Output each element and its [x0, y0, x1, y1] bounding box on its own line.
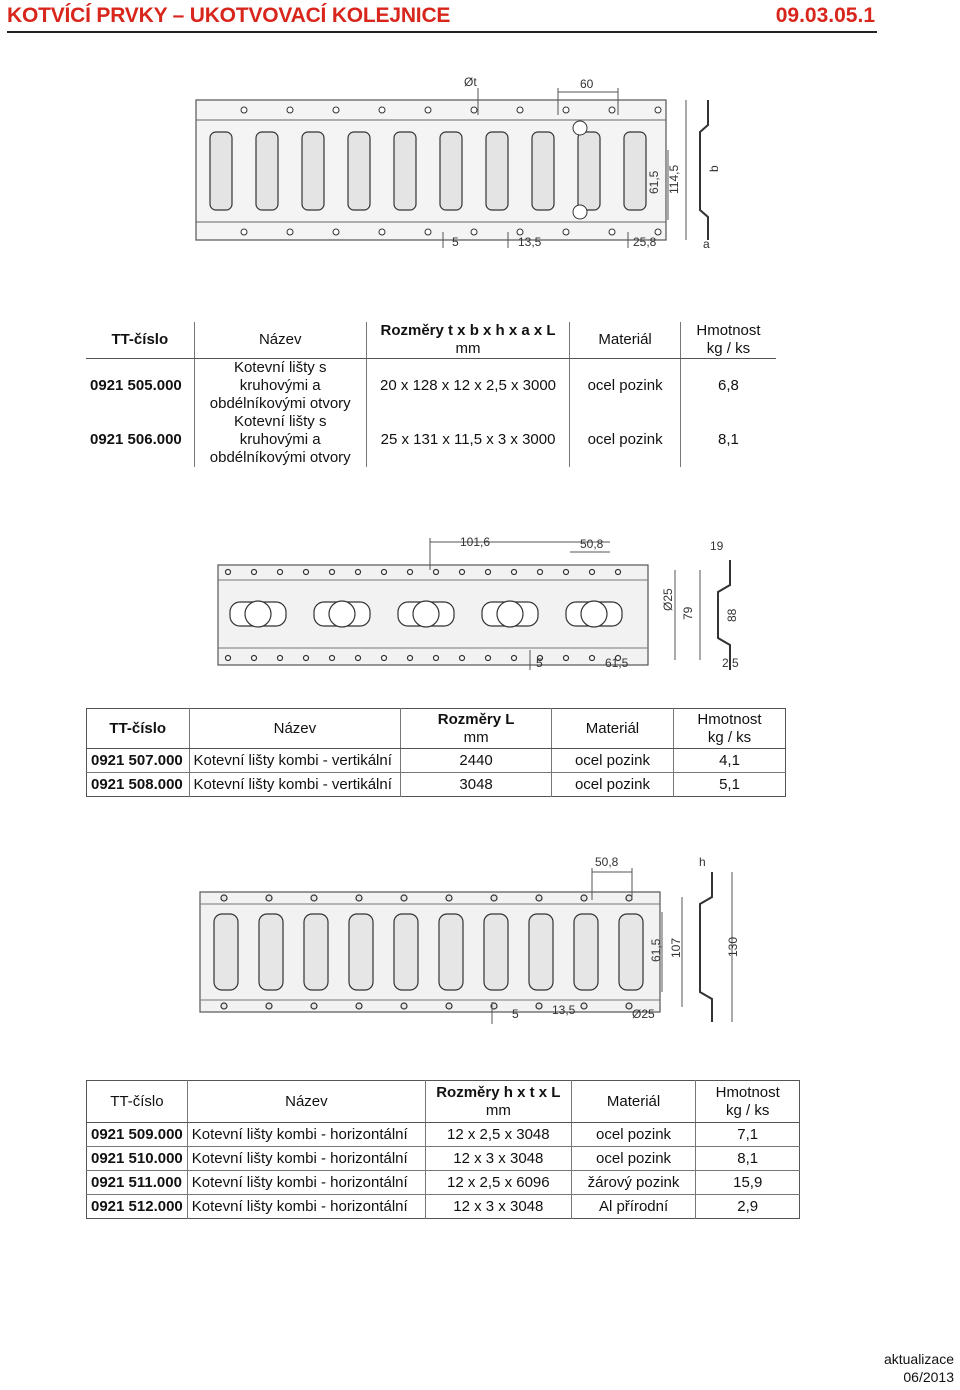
dim-d25: Ø25: [632, 1007, 655, 1021]
page-title: KOTVÍCÍ PRVKY – UKOTVOVACÍ KOLEJNICE: [7, 4, 451, 27]
col-header-dims: Rozměry t x b x h x a x L mm: [366, 322, 569, 359]
hole: [278, 656, 283, 661]
hole: [590, 570, 595, 575]
cell-weight: 5,1: [674, 773, 786, 797]
hole: [446, 1003, 452, 1009]
cell-name: Kotevní lišty kombi - vertikální: [189, 773, 401, 797]
slot-center-hole: [497, 601, 523, 627]
cell-weight: 7,1: [696, 1123, 800, 1147]
dim-107: 107: [669, 937, 683, 958]
cell-dims: 20 x 128 x 12 x 2,5 x 3000: [366, 359, 569, 414]
dim-130: 130: [726, 936, 740, 957]
cell-tt: 0921 507.000: [87, 749, 190, 773]
dim-19: 19: [710, 539, 724, 553]
hole: [460, 656, 465, 661]
hole: [226, 656, 231, 661]
hole: [221, 1003, 227, 1009]
round-hole: [573, 205, 587, 219]
cell-tt: 0921 511.000: [87, 1171, 188, 1195]
slot: [619, 914, 643, 990]
col-header-name: Název: [189, 709, 401, 749]
hole: [226, 570, 231, 575]
col-header-material: Materiál: [551, 709, 673, 749]
cell-weight: 4,1: [674, 749, 786, 773]
cell-name: Kotevní lišty kombi - horizontální: [187, 1147, 425, 1171]
dim-61-5: 61,5: [605, 656, 629, 670]
hole: [512, 656, 517, 661]
dim-13-5: 13,5: [518, 235, 542, 249]
hole: [581, 895, 587, 901]
slot: [348, 132, 370, 210]
slot: [302, 132, 324, 210]
hole: [287, 107, 293, 113]
dim-a: a: [703, 237, 710, 250]
slot: [439, 914, 463, 990]
hole: [471, 229, 477, 235]
hole: [471, 107, 477, 113]
cell-dims: 12 x 3 x 3048: [426, 1147, 572, 1171]
cell-tt: 0921 512.000: [87, 1195, 188, 1219]
cell-weight: 8,1: [680, 413, 776, 467]
dim-2-5: 2,5: [722, 656, 739, 670]
dim-101-6: 101,6: [460, 535, 491, 549]
slot: [214, 914, 238, 990]
cell-material: Al přírodní: [571, 1195, 696, 1219]
slot-center-hole: [329, 601, 355, 627]
cell-name: Kotevní lišty s kruhovými a obdélníkovými otvory: [194, 359, 366, 414]
slot: [529, 914, 553, 990]
hole: [434, 656, 439, 661]
col-header-name: Název: [187, 1081, 425, 1123]
hole: [609, 107, 615, 113]
table-row: [86, 359, 776, 414]
dim-5: 5: [536, 656, 543, 670]
dim-114-5: 114,5: [667, 164, 681, 194]
slot: [259, 914, 283, 990]
round-hole: [573, 121, 587, 135]
cell-material: ocel pozink: [570, 359, 681, 414]
dim-25-8: 25,8: [633, 235, 657, 249]
table-rails-round-rect: [86, 322, 776, 467]
dim-13-5: 13,5: [552, 1003, 576, 1017]
cell-tt: 0921 510.000: [87, 1147, 188, 1171]
hole: [616, 570, 621, 575]
dim-5: 5: [452, 235, 459, 249]
table-rails-combi-vertical: [86, 708, 786, 797]
cell-weight: 6,8: [680, 359, 776, 414]
hole: [563, 229, 569, 235]
hole: [333, 229, 339, 235]
hole: [311, 1003, 317, 1009]
table-rails-combi-horizontal: [86, 1080, 800, 1219]
cell-material: ocel pozink: [571, 1123, 696, 1147]
hole: [563, 107, 569, 113]
footer-update: [884, 1350, 954, 1386]
hole: [252, 656, 257, 661]
col-header-dims: Rozměry h x t x L mm: [426, 1081, 572, 1123]
hole: [287, 229, 293, 235]
col-header-tt: TT-číslo: [87, 709, 190, 749]
slot-center-hole: [245, 601, 271, 627]
hole: [356, 570, 361, 575]
table-row: [87, 1123, 800, 1147]
dim-5: 5: [512, 1007, 519, 1021]
hole: [252, 570, 257, 575]
hole: [408, 570, 413, 575]
hole: [425, 107, 431, 113]
table-row: [87, 749, 786, 773]
hole: [434, 570, 439, 575]
hole: [517, 107, 523, 113]
dim-50-8: 50,8: [595, 855, 619, 869]
cell-name: Kotevní lišty kombi - horizontální: [187, 1171, 425, 1195]
hole: [382, 656, 387, 661]
cell-name: Kotevní lišty kombi - horizontální: [187, 1195, 425, 1219]
dim-b: b: [707, 165, 721, 172]
col-header-name: Název: [194, 322, 366, 359]
hole: [356, 895, 362, 901]
dim-60: 60: [580, 77, 594, 91]
hole: [311, 895, 317, 901]
cell-material: ocel pozink: [551, 773, 673, 797]
col-header-dims: Rozměry L mm: [401, 709, 552, 749]
dim-61-5: 61,5: [647, 170, 661, 194]
slot: [256, 132, 278, 210]
slot: [394, 132, 416, 210]
footer-date: 06/2013: [903, 1369, 954, 1385]
dim-d25: Ø25: [661, 588, 675, 611]
hole: [382, 570, 387, 575]
hole: [278, 570, 283, 575]
hole: [626, 895, 632, 901]
cell-material: ocel pozink: [570, 413, 681, 467]
table-row: [87, 1195, 800, 1219]
hole: [512, 570, 517, 575]
hole: [486, 570, 491, 575]
hole: [379, 107, 385, 113]
slot: [532, 132, 554, 210]
cell-dims: 2440: [401, 749, 552, 773]
footer-label: aktualizace: [883, 1351, 954, 1367]
hole: [536, 1003, 542, 1009]
slot: [578, 132, 600, 210]
drawing-rail-combi-horizontal: [192, 852, 752, 1027]
slot: [486, 132, 508, 210]
hole: [408, 656, 413, 661]
cell-tt: 0921 506.000: [90, 431, 182, 448]
slot-center-hole: [413, 601, 439, 627]
cell-weight: 8,1: [696, 1147, 800, 1171]
hole: [379, 229, 385, 235]
table-row: [87, 773, 786, 797]
hole: [356, 656, 361, 661]
cell-name: Kotevní lišty s kruhovými a obdélníkovými otvory: [194, 413, 366, 467]
col-header-weight: Hmotnost kg / ks: [696, 1081, 800, 1123]
col-header-weight: Hmotnost kg / ks: [674, 709, 786, 749]
cell-weight: 15,9: [696, 1171, 800, 1195]
cell-tt: 0921 505.000: [90, 377, 182, 394]
col-header-tt: TT-číslo: [86, 322, 194, 359]
cell-dims: 3048: [401, 773, 552, 797]
slot: [349, 914, 373, 990]
hole: [446, 895, 452, 901]
hole: [491, 895, 497, 901]
col-header-material: Materiál: [571, 1081, 696, 1123]
dim-88: 88: [725, 608, 739, 622]
hole: [266, 1003, 272, 1009]
hole: [581, 1003, 587, 1009]
hole: [460, 570, 465, 575]
hole: [486, 656, 491, 661]
cell-name: Kotevní lišty kombi - vertikální: [189, 749, 401, 773]
hole: [609, 229, 615, 235]
hole: [356, 1003, 362, 1009]
hole: [330, 656, 335, 661]
cell-dims: 12 x 3 x 3048: [426, 1195, 572, 1219]
slot: [304, 914, 328, 990]
slot: [624, 132, 646, 210]
hole: [538, 570, 543, 575]
hole: [221, 895, 227, 901]
slot: [440, 132, 462, 210]
slot: [210, 132, 232, 210]
hole: [425, 229, 431, 235]
hole: [655, 107, 661, 113]
hole: [330, 570, 335, 575]
document-code: 09.03.05.1: [775, 4, 875, 27]
col-header-weight: Hmotnost kg / ks: [680, 322, 776, 359]
cell-dims: 12 x 2,5 x 3048: [426, 1123, 572, 1147]
hole: [401, 1003, 407, 1009]
cell-material: ocel pozink: [571, 1147, 696, 1171]
cell-tt: 0921 509.000: [87, 1123, 188, 1147]
hole: [536, 895, 542, 901]
hole: [333, 107, 339, 113]
dim-79: 79: [681, 606, 695, 620]
cell-tt: 0921 508.000: [87, 773, 190, 797]
hole: [564, 570, 569, 575]
table-row: [87, 1147, 800, 1171]
drawing-rail-combi-vertical: [210, 530, 760, 690]
page-header: [7, 3, 877, 33]
dim-61-5: 61,5: [649, 938, 663, 962]
hole: [241, 229, 247, 235]
col-header-tt: TT-číslo: [87, 1081, 188, 1123]
table-row: [86, 413, 776, 467]
slot: [484, 914, 508, 990]
dim-50-8: 50,8: [580, 537, 604, 551]
hole: [241, 107, 247, 113]
hole: [401, 895, 407, 901]
hole: [564, 656, 569, 661]
slot-center-hole: [581, 601, 607, 627]
slot: [574, 914, 598, 990]
col-header-material: Materiál: [570, 322, 681, 359]
hole: [304, 656, 309, 661]
hole: [590, 656, 595, 661]
dim-t: Øt: [464, 75, 477, 89]
table-row: [87, 1171, 800, 1195]
cell-dims: 25 x 131 x 11,5 x 3 x 3000: [366, 413, 569, 467]
hole: [304, 570, 309, 575]
cell-weight: 2,9: [696, 1195, 800, 1219]
hole: [266, 895, 272, 901]
cell-dims: 12 x 2,5 x 6096: [426, 1171, 572, 1195]
cell-material: žárový pozink: [571, 1171, 696, 1195]
dim-h: h: [699, 855, 706, 869]
slot: [394, 914, 418, 990]
cell-name: Kotevní lišty kombi - horizontální: [187, 1123, 425, 1147]
drawing-rail-round-rect-holes: [188, 70, 733, 250]
cell-material: ocel pozink: [551, 749, 673, 773]
